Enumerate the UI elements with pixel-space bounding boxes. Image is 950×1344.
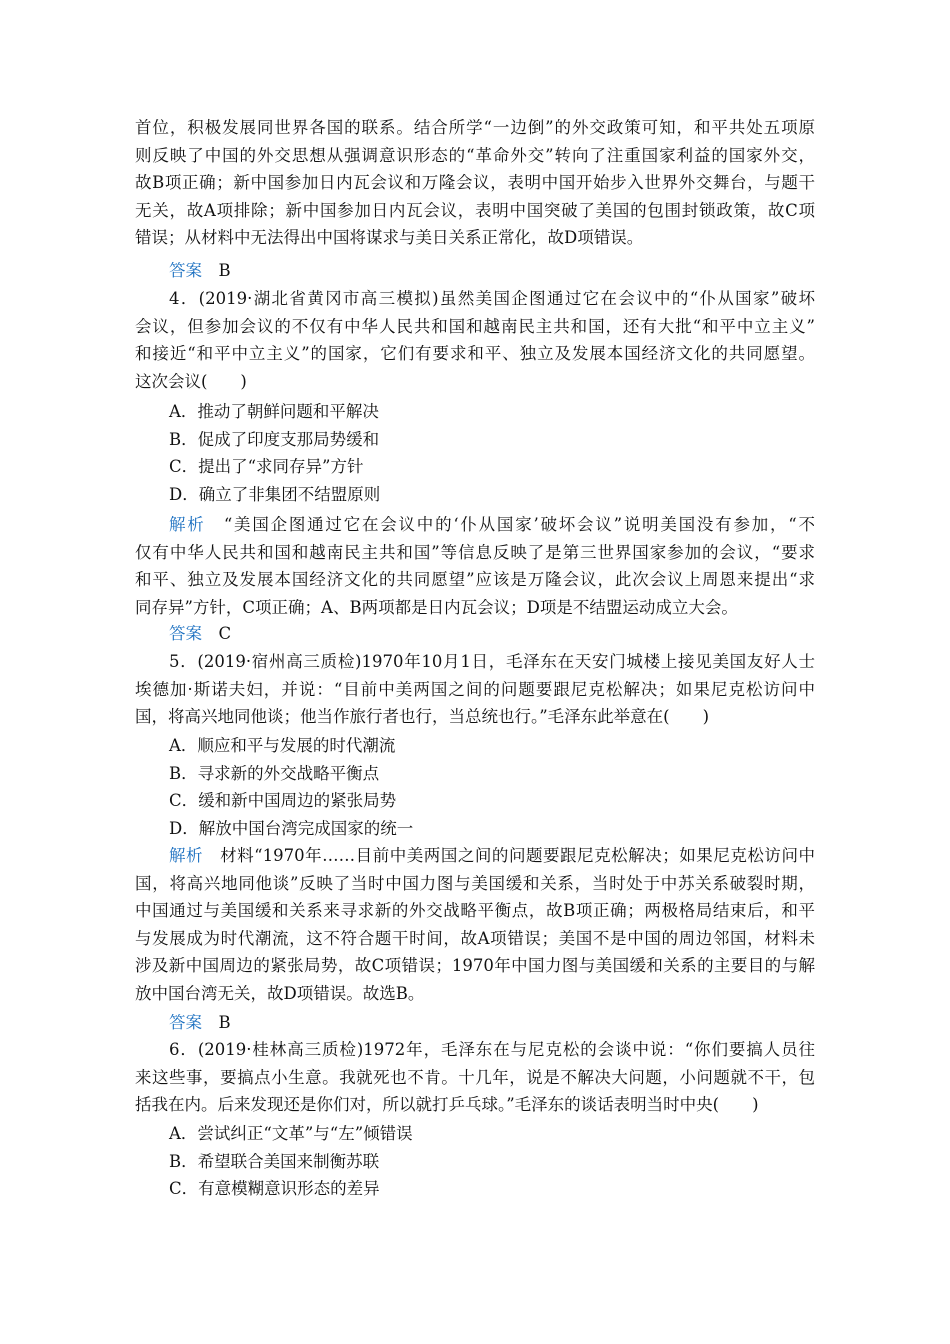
analysis-line xyxy=(169,515,815,535)
question-line: 这次会议( ) xyxy=(135,371,247,391)
option-item: B．促成了印度支那局势缓和 xyxy=(169,429,380,449)
option-item: C．缓和新中国周边的紧张局势 xyxy=(169,791,397,811)
answer-line xyxy=(169,1013,469,1033)
option-item: C．有意模糊意识形态的差异 xyxy=(169,1179,380,1199)
option-item: A．顺应和平与发展的时代潮流 xyxy=(169,736,396,755)
option-item: A．推动了朝鲜问题和平解决 xyxy=(169,402,379,421)
analysis-line: 同存异”方针，C项正确；A、B两项都是日内瓦会议；D项是不结盟运动成立大会。 xyxy=(135,597,738,617)
analysis-line: 放中国台湾无关，故D项错误。故选B。 xyxy=(135,984,425,1003)
option-item: D．确立了非集团不结盟原则 xyxy=(169,484,381,504)
question-line: 埃德加·斯诺夫妇，并说：“目前中美两国之间的问题要跟尼克松解决；如果尼克松访问中 xyxy=(135,679,815,699)
answer-value: B xyxy=(218,261,231,280)
paragraph-line: 则反映了中国的外交思想从强调意识形态的“革命外交”转向了注重国家利益的国家外交， xyxy=(135,145,815,165)
option-item: C．提出了“求同存异”方针 xyxy=(169,457,364,477)
question-line: 括我在内。后来发现还是你们对，所以就打乒乓球。”毛泽东的谈话表明当时中央( ) xyxy=(135,1095,759,1115)
question-line: 4．(2019·湖北省黄冈市高三模拟)虽然美国企图通过它在会议中的“仆从国家”破坏 xyxy=(169,289,815,308)
answer-label: 答案 xyxy=(169,1013,202,1032)
analysis-line: 和平、独立及发展本国经济文化的共同愿望”应该是万隆会议，此次会议上周恩来提出“求 xyxy=(135,570,815,590)
question-line: 会议，但参加会议的不仅有中华人民共和国和越南民主共和国，还有大批“和平中立主义” xyxy=(135,316,815,336)
analysis-line: 涉及新中国周边的紧张局势，故C项错误；1970年中国力图与美国缓和关系的主要目的与解 xyxy=(135,956,815,976)
analysis-text: 材料“1970年……目前中美两国之间的问题要跟尼克松解决；如果尼克松访问中 xyxy=(203,846,815,865)
analysis-label: 解析 xyxy=(169,515,206,534)
question-line: 5．(2019·宿州高三质检)1970年10月1日，毛泽东在天安门城楼上接见美国友好人士 xyxy=(169,652,815,671)
answer-label: 答案 xyxy=(169,261,202,280)
option-item: B．寻求新的外交战略平衡点 xyxy=(169,763,380,783)
question-line: 来这些事，要搞点小生意。我就死也不肯。十几年，说是不解决大问题，小问题就不干，包 xyxy=(135,1067,815,1087)
analysis-line: 国，将高兴地同他谈”反映了当时中国力图与美国缓和关系，当时处于中苏关系破裂时期， xyxy=(135,873,815,893)
question-line: 和接近“和平中立主义”的国家，它们有要求和平、独立及发展本国经济文化的共同愿望。 xyxy=(135,344,815,364)
option-item: B．希望联合美国来制衡苏联 xyxy=(169,1151,380,1171)
answer-line xyxy=(169,624,469,644)
option-item: D．解放中国台湾完成国家的统一 xyxy=(169,818,414,838)
paragraph-line: 故B项正确；新中国参加日内瓦会议和万隆会议，表明中国开始步入世界外交舞台，与题干 xyxy=(135,173,815,193)
paragraph-line: 错误；从材料中无法得出中国将谋求与美日关系正常化，故D项错误。 xyxy=(135,228,644,248)
analysis-text: “美国企图通过它在会议中的‘仆从国家’破坏会议”说明美国没有参加，“不 xyxy=(205,515,816,534)
answer-line xyxy=(169,261,469,281)
question-line: 6．(2019·桂林高三质检)1972年，毛泽东在与尼克松的会谈中说：“你们要搞人员往 xyxy=(169,1040,815,1059)
answer-value: B xyxy=(218,1013,231,1032)
analysis-label: 解析 xyxy=(169,846,204,865)
analysis-line: 与发展成为时代潮流，这不符合题干时间，故A项错误；美国不是中国的周边邻国，材料未 xyxy=(135,928,815,948)
analysis-line: 中国通过与美国缓和关系来寻求新的外交战略平衡点，故B项正确；两极格局结束后，和平 xyxy=(135,901,815,921)
option-item: A．尝试纠正“文革”与“左”倾错误 xyxy=(169,1124,413,1143)
analysis-line xyxy=(169,846,815,866)
paragraph-line: 无关，故A项排除；新中国参加日内瓦会议，表明中国突破了美国的包围封锁政策，故C项 xyxy=(135,200,815,220)
analysis-line: 仅有中华人民共和国和越南民主共和国”等信息反映了是第三世界国家参加的会议，“要求 xyxy=(135,542,815,562)
question-line: 国，将高兴地同他谈；他当作旅行者也行，当总统也行。”毛泽东此举意在( ) xyxy=(135,707,710,727)
answer-value: C xyxy=(218,624,232,643)
paragraph-line: 首位，积极发展同世界各国的联系。结合所学“一边倒”的外交政策可知，和平共处五项原 xyxy=(135,118,815,137)
answer-label: 答案 xyxy=(169,624,202,643)
